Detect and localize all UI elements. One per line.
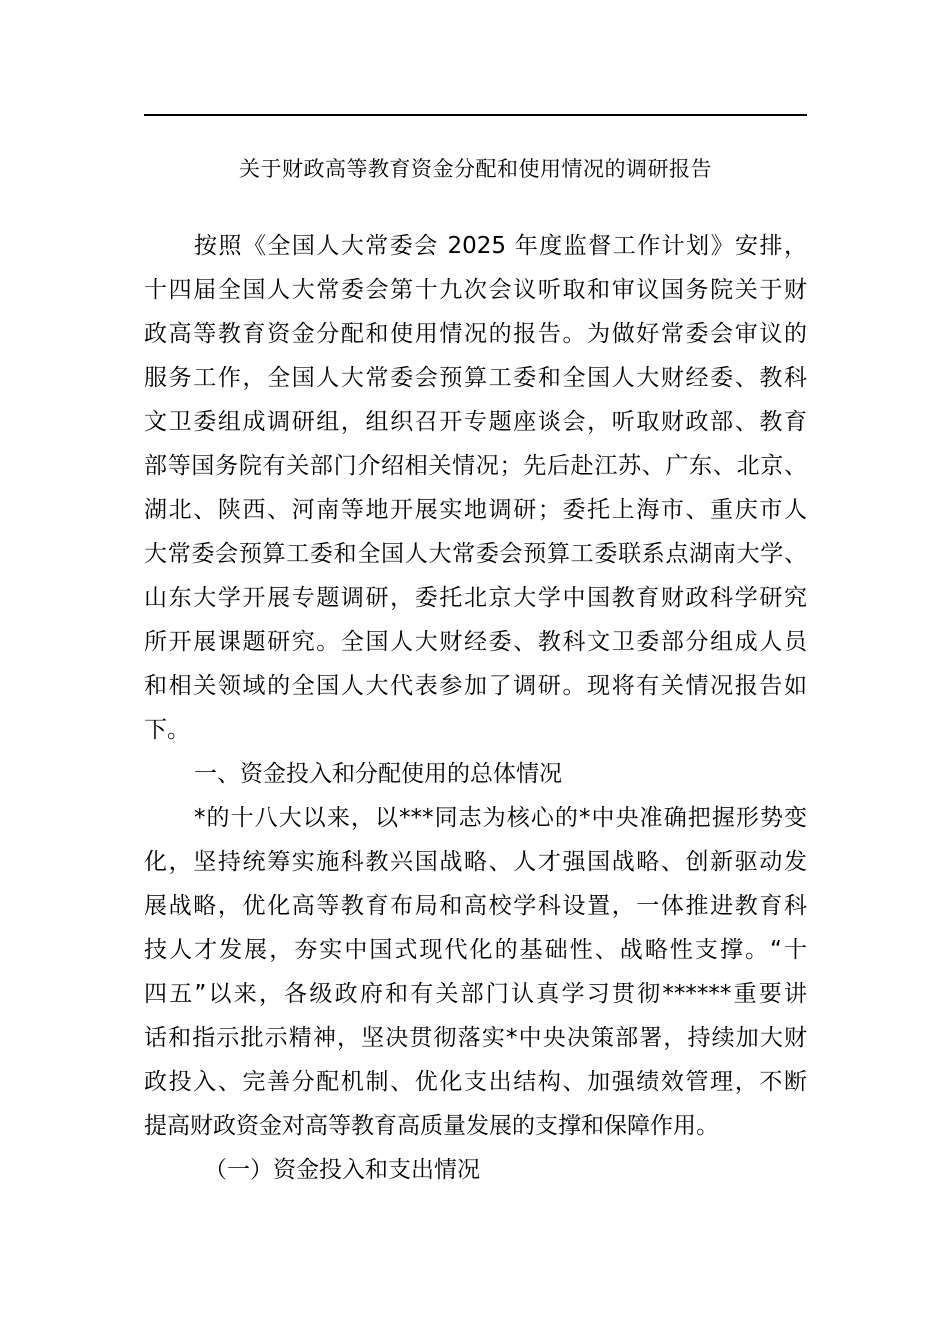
- paragraph-line: 四五”以来，各级政府和有关部门认真学习贯彻******重要讲: [144, 981, 807, 1007]
- paragraph-line: 下。: [144, 717, 190, 743]
- document-body: [144, 224, 807, 1192]
- paragraph-line: 政高等教育资金分配和使用情况的报告。为做好常委会审议的: [144, 321, 807, 347]
- paragraph-line: 湖北、陕西、河南等地开展实地调研；委托上海市、重庆市人: [144, 497, 807, 523]
- paragraph-line: 展战略，优化高等教育布局和高校学科设置，一体推进教育科: [144, 893, 807, 919]
- paragraph-line: 山东大学开展专题调研，委托北京大学中国教育财政科学研究: [144, 585, 807, 611]
- subsection-heading: （一）资金投入和支出情况: [204, 1157, 480, 1183]
- paragraph-line: 服务工作，全国人大常委会预算工委和全国人大财经委、教科: [144, 365, 807, 391]
- document-title: 关于财政高等教育资金分配和使用情况的调研报告: [239, 157, 712, 181]
- paragraph-line: 文卫委组成调研组，组织召开专题座谈会，听取财政部、教育: [144, 409, 807, 435]
- paragraph-line: 政投入、完善分配机制、优化支出结构、加强绩效管理，不断: [144, 1069, 807, 1095]
- section-heading: 一、资金投入和分配使用的总体情况: [194, 761, 562, 787]
- header-rule: [144, 114, 807, 116]
- paragraph-line: 技人才发展，夯实中国式现代化的基础性、战略性支撑。“十: [144, 937, 807, 963]
- paragraph-line: 和相关领域的全国人大代表参加了调研。现将有关情况报告如: [144, 673, 807, 699]
- paragraph-line: *的十八大以来，以***同志为核心的*中央准确把握形势变: [194, 805, 807, 831]
- paragraph-line: 部等国务院有关部门介绍相关情况；先后赴江苏、广东、北京、: [144, 453, 807, 479]
- paragraph-line: 话和指示批示精神，坚决贯彻落实*中央决策部署，持续加大财: [144, 1025, 807, 1051]
- paragraph-line: 大常委会预算工委和全国人大常委会预算工委联系点湖南大学、: [144, 541, 807, 567]
- paragraph-line: 化，坚持统筹实施科教兴国战略、人才强国战略、创新驱动发: [144, 849, 807, 875]
- paragraph-line: 按照《全国人大常委会 2025 年度监督工作计划》安排，: [194, 233, 807, 259]
- paragraph-line: 十四届全国人大常委会第十九次会议听取和审议国务院关于财: [144, 277, 807, 303]
- paragraph-line: 所开展课题研究。全国人大财经委、教科文卫委部分组成人员: [144, 629, 807, 655]
- paragraph-line: 提高财政资金对高等教育高质量发展的支撑和保障作用。: [144, 1113, 719, 1139]
